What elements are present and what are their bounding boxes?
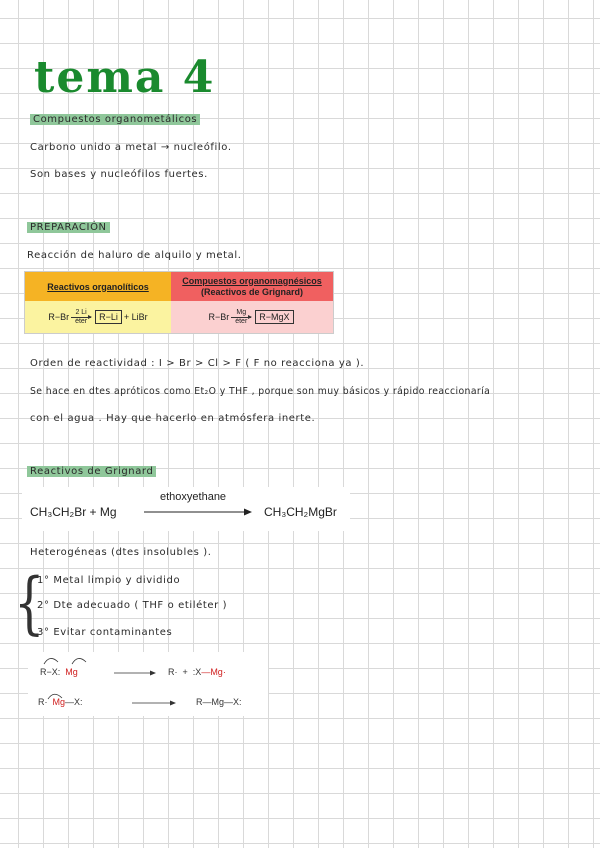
header-line: Compuestos organomagnésicos (182, 275, 322, 286)
table-header-organolithium: Reactivos organolíticos (25, 272, 171, 301)
reactant: R−Br (48, 312, 70, 322)
mechanism-step2-product: R—Mg—X: (196, 697, 242, 707)
table-cell-organolithium-reaction (25, 301, 171, 333)
solvent: éter (75, 317, 88, 325)
solvent: éter (235, 317, 248, 325)
grignard-reaction (22, 487, 350, 531)
radical-mechanism (28, 652, 268, 716)
arrow-line (71, 317, 91, 318)
header-line: (Reactivos de Grignard) (200, 286, 304, 297)
magnesium-radical: —Mg· (201, 667, 226, 677)
reactant: R−Br (208, 312, 230, 322)
solvent-label: ethoxyethane (160, 491, 227, 503)
reagent: 2 Li (75, 308, 87, 316)
mechanism-step2-reactants (38, 697, 83, 707)
halide: —X: (65, 697, 83, 707)
arrow-line (231, 317, 251, 318)
byproduct: + LiBr (123, 312, 148, 322)
mechanism-step1-products (168, 667, 226, 677)
heading-label: Reactivos de Grignard (27, 466, 156, 477)
section-heading-organometallic (30, 114, 200, 125)
mechanism-step1-reactants: R−X: Mg (40, 667, 78, 677)
table-header-grignard (171, 272, 333, 301)
halogen: X (51, 667, 58, 677)
section-heading-grignard (27, 466, 156, 477)
reaction-arrow (231, 309, 251, 326)
note-line: Orden de reactividad : I > Br > Cl > F ( F no reacciona ya ). (30, 358, 365, 369)
reactants: CH₃CH₂Br + Mg (30, 505, 117, 519)
plus-sign: + (182, 667, 188, 677)
radical: R· (38, 697, 48, 707)
radical: R· (168, 667, 178, 677)
note-line: Son bases y nucleófilos fuertes. (30, 169, 208, 180)
product: CH₃CH₂MgBr (264, 505, 337, 519)
reagent: Mg (236, 308, 247, 316)
list-item: 3° Evitar contaminantes (37, 627, 173, 638)
section-heading-preparation (27, 222, 110, 233)
magnesium: Mg (65, 667, 78, 677)
page-title: tema 4 (34, 52, 216, 103)
reaction-arrow (71, 309, 91, 326)
halide: :X (192, 667, 202, 677)
table-cell-grignard-reaction (171, 301, 333, 333)
note-line: Heterogéneas (dtes insolubles ). (30, 547, 212, 558)
note-line: Se hace en dtes apróticos como Et₂O y THF , porque son muy básicos y rápido reaccionaría (30, 386, 491, 397)
heading-label: PREPARACIÓN (27, 222, 110, 233)
magnesium: Mg (52, 697, 66, 707)
reagents-table (24, 271, 334, 334)
list-item: 2° Dte adecuado ( THF o etiléter ) (37, 600, 228, 611)
list-item: 1° Metal limpio y dividido (37, 575, 181, 586)
note-line: con el agua . Hay que hacerlo en atmósfera inerte. (30, 413, 316, 424)
reaction-arrow (142, 507, 254, 517)
heading-label: Compuestos organometálicos (30, 114, 200, 125)
product: R−MgX (255, 310, 293, 324)
alkyl-group: R (40, 667, 47, 677)
product: R−Li (95, 310, 122, 324)
note-line: Reacción de haluro de alquilo y metal. (27, 250, 242, 261)
brace-icon: { (14, 564, 45, 643)
note-line: Carbono unido a metal → nucleófilo. (30, 142, 232, 153)
